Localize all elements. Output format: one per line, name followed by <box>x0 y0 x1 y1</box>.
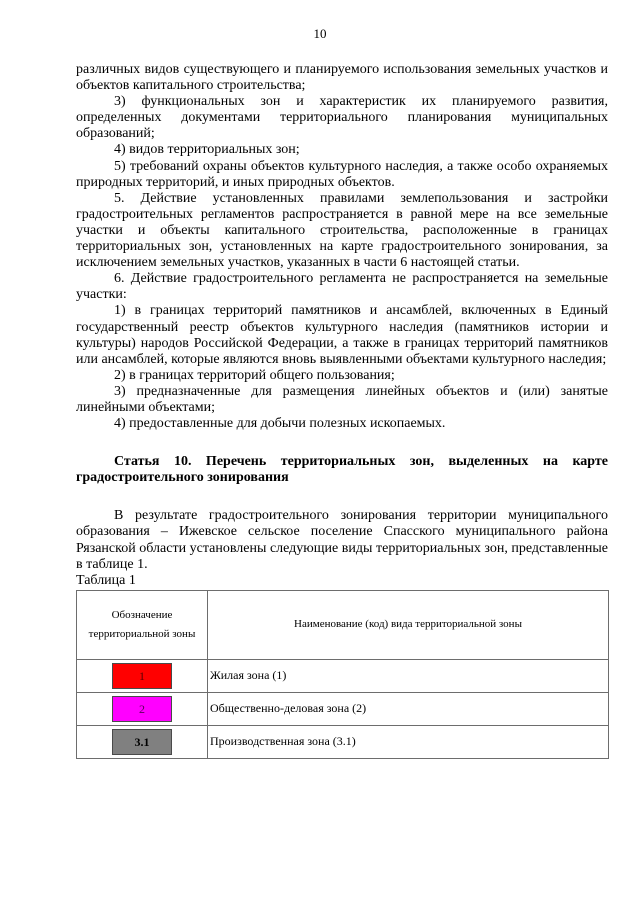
zone-name-cell: Общественно-деловая зона (2) <box>208 692 609 725</box>
zone-swatch: 1 <box>112 663 172 689</box>
table-caption: Таблица 1 <box>76 572 136 588</box>
paragraph: 5. Действие установленных правилами землепользования и застройки градостроительных регламентов распространяется в равной мере на все земельные участки и объекты капитального строительства, расположенные в границах территориальных зон, установленных на карте градостроительного зонирования, за исключением земельных участков, указанных в части 6 настоящей статьи. <box>76 190 608 271</box>
paragraph: 3) функциональных зон и характеристик их планируемого развития, определенных документами территориального планирования муниципальных образований; <box>76 94 608 142</box>
article-heading: Статья 10. Перечень территориальных зон, выделенных на карте градостроительного зонирования <box>76 454 608 486</box>
paragraph: 2) в границах территорий общего пользования; <box>114 367 395 383</box>
header-zone-code: Обозначение территориальной зоны <box>77 590 208 659</box>
zone-name-cell: Жилая зона (1) <box>208 659 609 692</box>
zone-code-cell <box>77 659 208 692</box>
document-body <box>76 62 608 759</box>
paragraph: 5) требований охраны объектов культурного наследия, а также особо охраняемых природных территорий, и иных природных объектов. <box>76 158 608 190</box>
table-row <box>77 692 609 725</box>
zones-table <box>76 590 609 759</box>
paragraph: 4) предоставленные для добычи полезных ископаемых. <box>114 416 446 432</box>
paragraph: 3) предназначенные для размещения линейных объектов и (или) занятые линейными объектами; <box>76 383 608 415</box>
table-row <box>77 659 609 692</box>
paragraph: 6. Действие градостроительного регламента не распространяется на земельные участки: <box>76 271 608 303</box>
header-zone-name: Наименование (код) вида территориальной зоны <box>208 590 609 659</box>
zone-name-cell: Производственная зона (3.1) <box>208 725 609 758</box>
paragraph: 1) в границах территорий памятников и ансамблей, включенных в Единый государственный реестр объектов культурного наследия (памятников истории и культуры) народов Российской Федерации, а также в границах территорий памятников или ансамблей, которые являются вновь выявленными объектами культурного наследия; <box>76 303 608 367</box>
table-header-row <box>77 590 609 659</box>
zone-swatch: 2 <box>112 696 172 722</box>
paragraph: различных видов существующего и планируемого использования земельных участков и объектов капитального строительства; <box>76 62 608 94</box>
zone-swatch: 3.1 <box>112 729 172 755</box>
article-intro: В результате градостроительного зонирования территории муниципального образования – Ижевское сельское поселение Спасского муниципального района Рязанской области установлены следующие виды территориальных зон, представленные в таблице 1. <box>76 508 608 572</box>
table-row <box>77 725 609 758</box>
zone-code-cell <box>77 725 208 758</box>
page-number: 10 <box>313 26 327 41</box>
paragraph: 4) видов территориальных зон; <box>114 142 300 158</box>
zone-code-cell <box>77 692 208 725</box>
